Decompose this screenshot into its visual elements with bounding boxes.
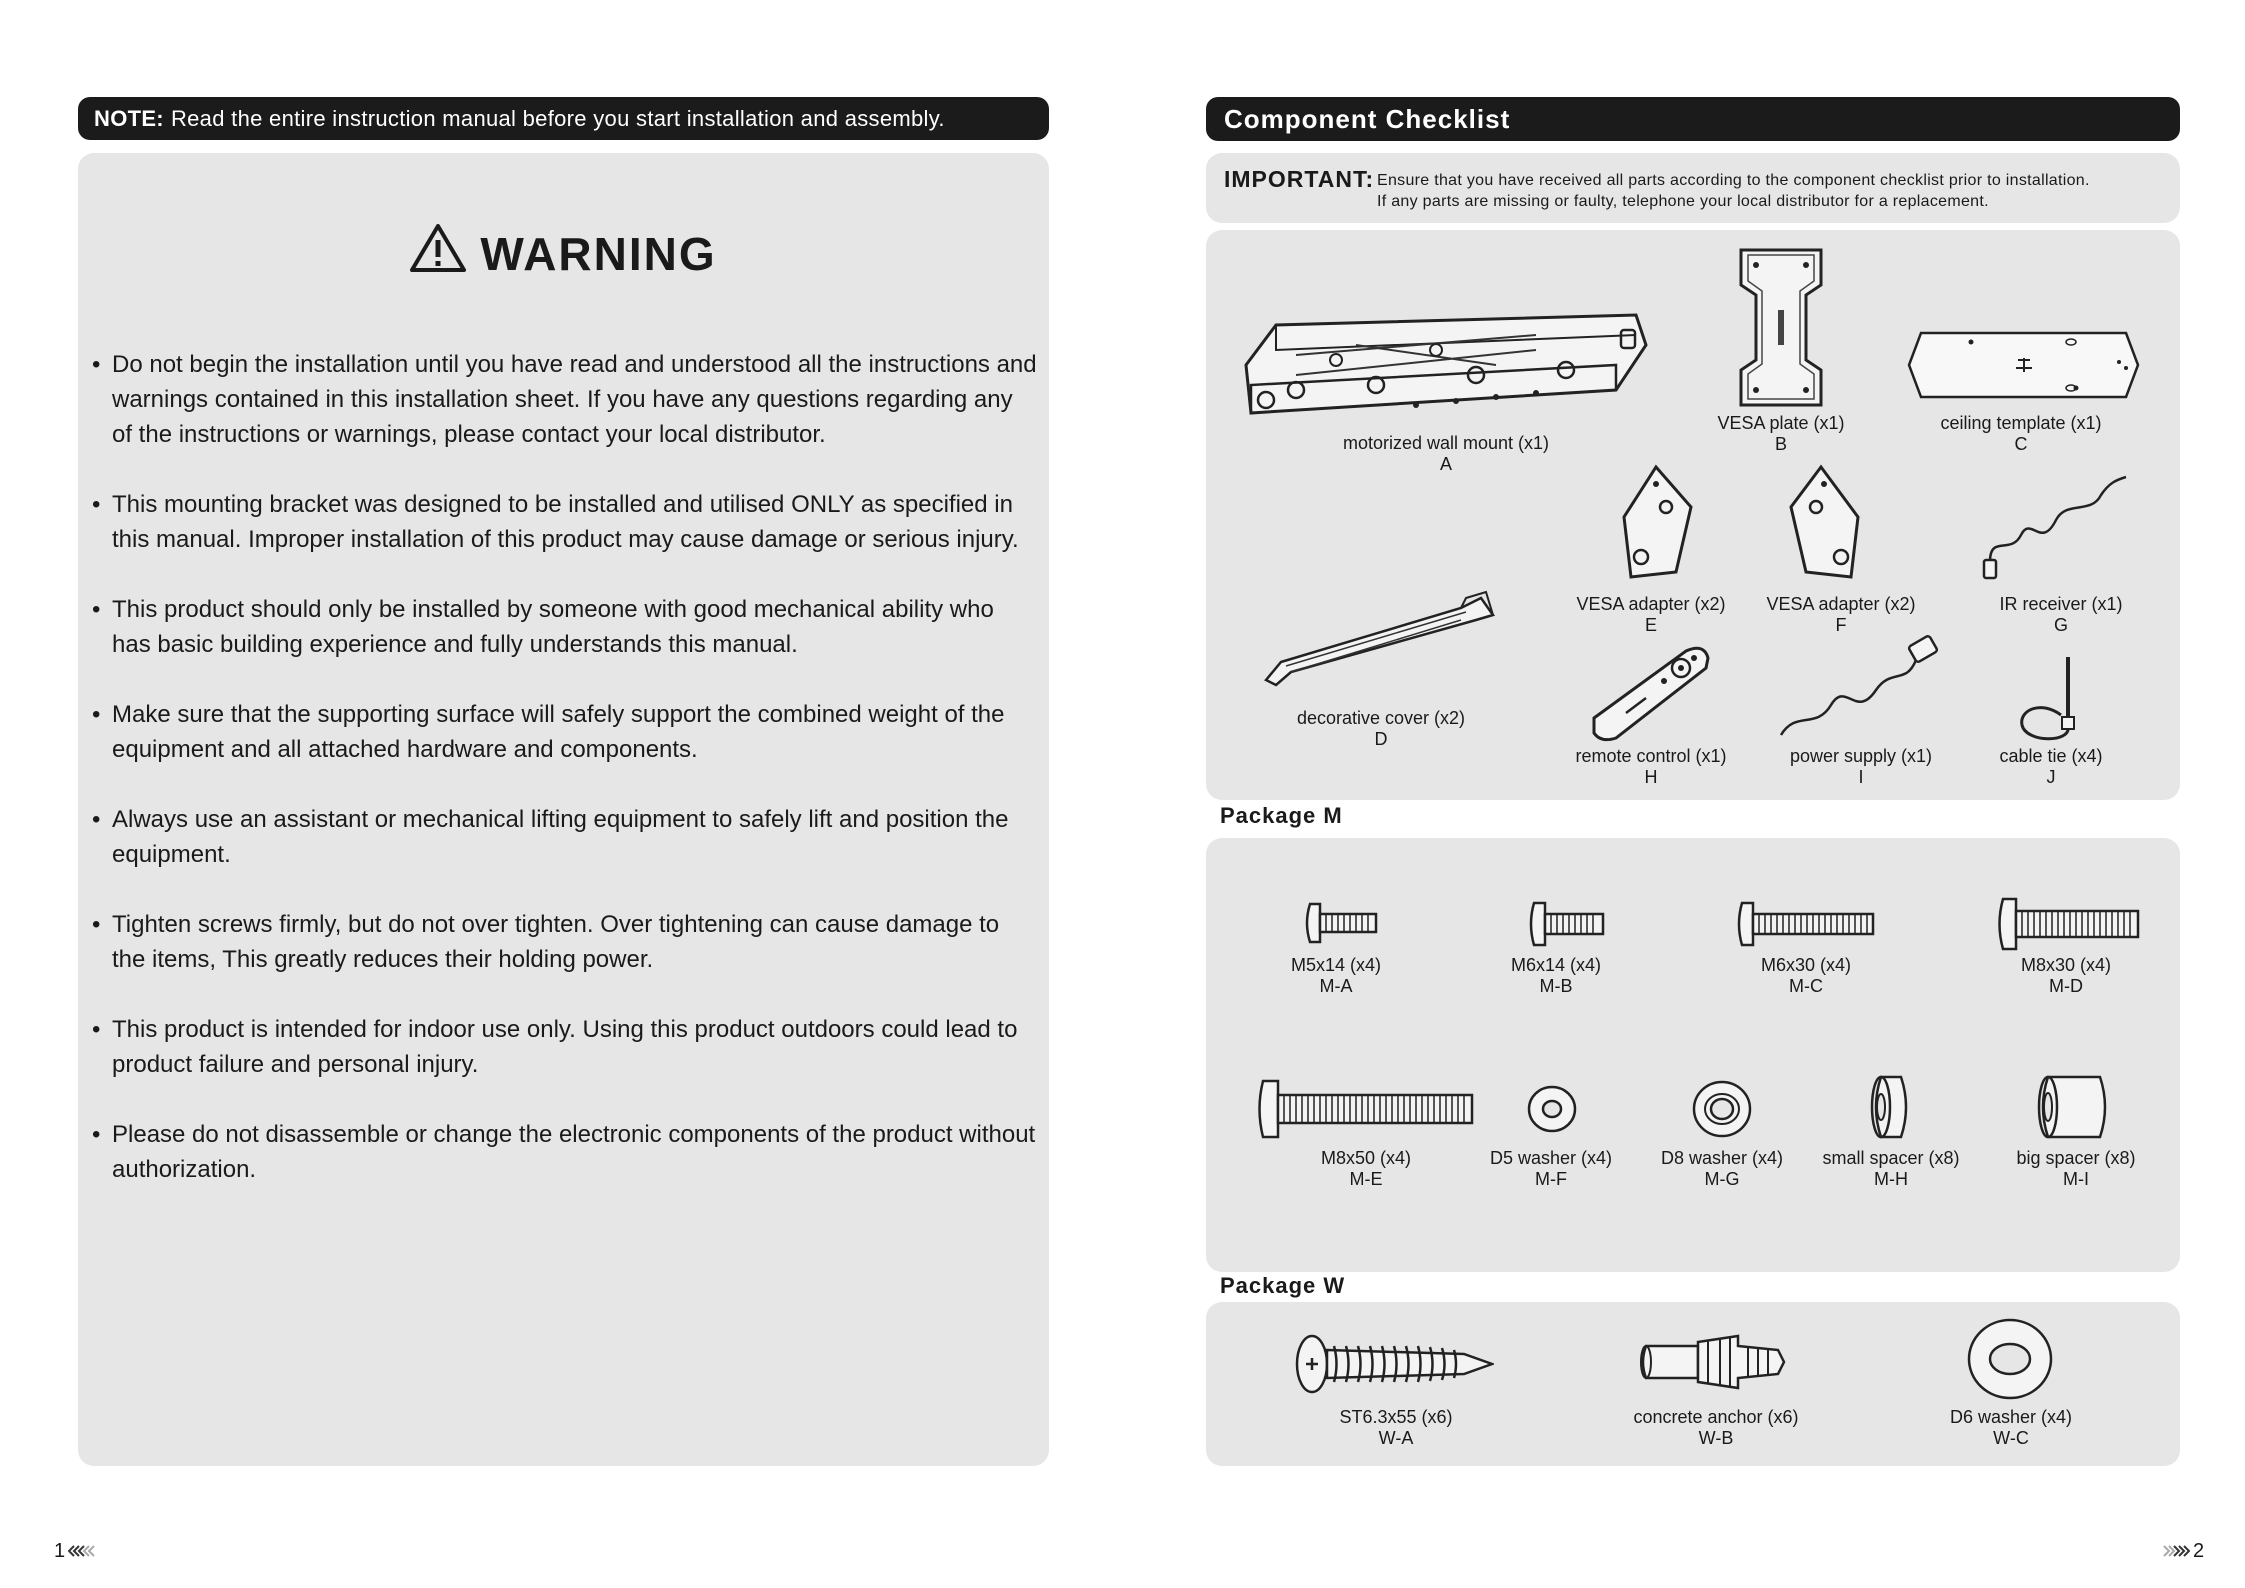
warning-item: • This product should only be installed by someone with good mechanical ability who has basic building experience and fully understands this manual. [88,592,1038,662]
part-item [1776,746,1946,788]
washer-d5-drawing [1526,1083,1578,1135]
important-line: Ensure that you have received all parts according to the component checklist prior to installation. [1377,172,2090,189]
small-spacer-drawing [1869,1074,1913,1140]
item-name: M5x14 (x4) [1290,955,1382,975]
part-code: J [2046,767,2056,787]
part-code: H [1644,767,1658,787]
package-item [1921,1407,2101,1449]
item-name: D5 washer (x4) [1489,1148,1613,1168]
warning-list [88,347,1038,1222]
vesa-plate-drawing [1726,245,1836,410]
package-w-label: Package W [1220,1273,1346,1298]
part-name: decorative cover (x2) [1296,708,1466,728]
part-code: G [2053,615,2068,635]
part-name: cable tie (x4) [1999,746,2103,766]
wall-mount-drawing [1236,305,1656,425]
part-name: VESA adapter (x2) [1576,594,1726,614]
package-item [1986,955,2146,997]
item-name: M8x30 (x4) [2020,955,2112,975]
double-chevron-right-icon [2160,1540,2190,1563]
part-item [1266,708,1496,750]
important-text [1377,170,2090,212]
warning-item: • Make sure that the supporting surface will safely support the combined weight of the equipment and all attached hardware and components. [88,697,1038,767]
item-code: M-H [1874,1169,1908,1189]
washer-d8-drawing [1691,1078,1753,1140]
ir-receiver-drawing [1981,475,2131,585]
washer-d6-drawing [1966,1317,2054,1401]
item-name: M6x30 (x4) [1760,955,1852,975]
part-item [1911,413,2131,455]
screw-m8x50-drawing [1256,1078,1476,1140]
right-page-number [2160,1540,2204,1563]
part-name: VESA plate (x1) [1717,413,1845,433]
power-supply-drawing [1776,630,1946,740]
item-name: concrete anchor (x6) [1633,1407,1799,1427]
part-name: power supply (x1) [1789,746,1933,766]
warning-panel [78,153,1049,1466]
page-number: 1 [54,1540,66,1562]
part-code: D [1374,729,1388,749]
item-code: M-C [1789,976,1823,996]
package-item [1996,1148,2156,1190]
package-w-panel [1206,1302,2180,1466]
part-code: I [1858,767,1864,787]
item-name: big spacer (x8) [2016,1148,2136,1168]
note-label: NOTE: [94,105,164,131]
important-line: If any parts are missing or faulty, telephone your local distributor for a replacement. [1377,193,1989,210]
item-name: M6x14 (x4) [1510,955,1602,975]
item-code: W-C [1993,1428,2029,1448]
part-item [1696,413,1866,455]
warning-item: • This product is intended for indoor use only. Using this product outdoors could lead to product failure and personal injury. [88,1012,1038,1082]
parts-panel [1206,230,2180,800]
package-m-label: Package M [1220,803,1343,828]
decorative-cover-drawing [1261,590,1501,690]
concrete-anchor-drawing [1638,1332,1788,1392]
warning-title: WARNING [480,227,717,280]
note-text: Read the entire instruction manual before you start installation and assembly. [170,105,945,131]
vesa-adapter-e-drawing [1616,462,1696,582]
page-number: 2 [2193,1540,2205,1562]
warning-item: • This mounting bracket was designed to be installed and utilised ONLY as specified in this manual. Improper installation of this product may cause damage or serious injury. [88,487,1038,557]
item-code: W-A [1378,1428,1414,1448]
warning-item: • Do not begin the installation until you have read and understood all the instructions and warnings contained in this installation sheet. If you have any questions regarding any of the instructions or warnings, please contact your local distributor. [88,347,1038,452]
part-name: VESA adapter (x2) [1766,594,1916,614]
item-name: ST6.3x55 (x6) [1339,1407,1453,1427]
left-page-number [54,1540,98,1563]
part-item [1981,746,2121,788]
part-item [1566,746,1736,788]
warning-heading [78,223,1049,284]
part-code: C [2014,434,2028,454]
warning-item: • Please do not disassemble or change the electronic components of the product without authorization. [88,1117,1038,1187]
package-item [1286,1148,1446,1190]
part-code: A [1439,454,1452,474]
item-code: M-A [1319,976,1353,996]
double-chevron-left-icon [68,1540,98,1563]
part-name: motorized wall mount (x1) [1342,433,1550,453]
part-name: ceiling template (x1) [1940,413,2102,433]
package-item [1642,1148,1802,1190]
part-item [1986,594,2136,636]
item-code: M-G [1704,1169,1740,1189]
big-spacer-drawing [2036,1074,2112,1140]
warning-item: • Always use an assistant or mechanical lifting equipment to safely lift and position the equipment. [88,802,1038,872]
screw-m6x30-drawing [1736,900,1876,948]
important-label: IMPORTANT: [1224,166,1375,192]
item-code: M-E [1349,1169,1383,1189]
checklist-title: Component Checklist [1206,97,2180,141]
package-item [1261,955,1411,997]
item-code: M-I [2063,1169,2089,1189]
item-name: D6 washer (x4) [1949,1407,2073,1427]
note-bar [78,97,1049,140]
part-code: E [1644,615,1657,635]
important-box [1206,153,2180,223]
screw-m8x30-drawing [1996,896,2141,952]
part-item [1336,433,1556,475]
item-code: M-B [1539,976,1573,996]
warning-triangle-icon [410,223,466,284]
part-name: IR receiver (x1) [1999,594,2123,614]
package-m-panel [1206,838,2180,1272]
package-item [1726,955,1886,997]
package-item [1811,1148,1971,1190]
screw-m6x14-drawing [1528,900,1606,948]
item-code: W-B [1698,1428,1734,1448]
warning-item: • Tighten screws firmly, but do not over tighten. Over tightening can cause damage to the items, This greatly reduces their holding power. [88,907,1038,977]
part-code: F [1835,615,1847,635]
package-item [1606,1407,1826,1449]
item-name: small spacer (x8) [1822,1148,1960,1168]
vesa-adapter-f-drawing [1786,462,1866,582]
package-item [1481,955,1631,997]
part-item [1566,594,1736,636]
remote-control-drawing [1586,643,1716,743]
ceiling-template-drawing [1906,330,2141,400]
part-code: B [1774,434,1787,454]
part-name: remote control (x1) [1575,746,1727,766]
item-code: M-D [2049,976,2083,996]
wood-screw-drawing [1294,1332,1494,1396]
package-item [1296,1407,1496,1449]
package-item [1471,1148,1631,1190]
cable-tie-drawing [2016,655,2086,745]
item-code: M-F [1535,1169,1567,1189]
item-name: D8 washer (x4) [1660,1148,1784,1168]
screw-m5x14-drawing [1304,900,1379,946]
item-name: M8x50 (x4) [1320,1148,1412,1168]
